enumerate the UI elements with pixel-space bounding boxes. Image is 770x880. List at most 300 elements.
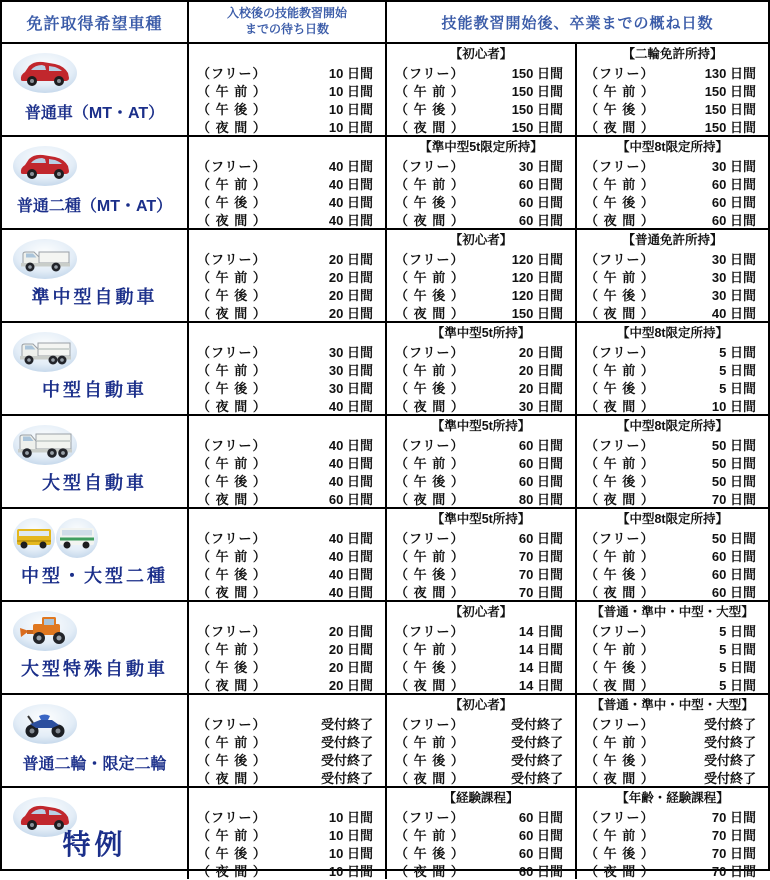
time-slot-label: （ 夜 間 ）	[585, 305, 655, 321]
schedule-line	[189, 63, 385, 81]
days-value: 受付終了	[320, 734, 373, 750]
category-header	[189, 325, 385, 342]
schedule-line	[577, 63, 768, 81]
days-value: 30 日間	[518, 398, 563, 414]
table-row	[2, 695, 768, 788]
time-slot-label: （フリー）	[197, 623, 267, 639]
time-slot-label: （ 午 前 ）	[395, 734, 465, 750]
schedule-line	[577, 249, 768, 267]
days-value: 60 日間	[711, 212, 756, 228]
schedule-line	[577, 768, 768, 786]
time-slot-label: （ 午 前 ）	[395, 641, 465, 657]
days-value: 60 日間	[518, 437, 563, 453]
time-slot-label: （フリー）	[197, 251, 267, 267]
schedule-line	[387, 825, 575, 843]
schedule-line	[577, 714, 768, 732]
category-header: 【中型8t限定所持】	[616, 512, 729, 526]
schedule-line	[387, 453, 575, 471]
time-slot-label: （ 午 後 ）	[197, 194, 267, 210]
days-value: 10 日間	[328, 809, 373, 825]
schedule-line	[577, 675, 768, 693]
days-value: 60 日間	[711, 566, 756, 582]
days-value: 10 日間	[328, 863, 373, 879]
category-header: 【中型8t限定所持】	[616, 419, 729, 433]
days-value: 20 日間	[518, 362, 563, 378]
category-header: 【普通・準中・中型・大型】	[591, 698, 754, 712]
days-value: 受付終了	[320, 770, 373, 786]
graduation-days-cell-b	[577, 602, 768, 693]
schedule-line	[189, 267, 385, 285]
time-slot-label: （ 夜 間 ）	[395, 119, 465, 135]
days-value: 受付終了	[320, 716, 373, 732]
time-slot-label: （フリー）	[197, 716, 267, 732]
schedule-line	[189, 156, 385, 174]
days-value: 50 日間	[711, 473, 756, 489]
schedule-line	[189, 396, 385, 414]
category-header	[189, 46, 385, 63]
schedule-line	[387, 750, 575, 768]
days-value: 30 日間	[328, 380, 373, 396]
table-row	[2, 509, 768, 602]
schedule-line	[387, 156, 575, 174]
days-value: 30 日間	[328, 344, 373, 360]
vehicle-label: 普通二輪・限定二輪	[22, 756, 167, 773]
time-slot-label: （ 午 前 ）	[585, 641, 655, 657]
vehicle-label: 普通二種（MT・AT）	[16, 198, 173, 215]
time-slot-label: （ 午 後 ）	[197, 752, 267, 768]
schedule-line	[387, 861, 575, 879]
graduation-days-cell-a	[387, 230, 577, 321]
schedule-line	[387, 117, 575, 135]
schedule-line	[577, 360, 768, 378]
time-slot-label: （ 午 前 ）	[197, 176, 267, 192]
time-slot-label: （ 夜 間 ）	[197, 119, 267, 135]
category-header	[189, 418, 385, 435]
time-slot-label: （ 午 前 ）	[197, 827, 267, 843]
time-slot-label: （ 午 後 ）	[395, 659, 465, 675]
time-slot-label: （フリー）	[197, 344, 267, 360]
schedule-line	[189, 117, 385, 135]
schedule-line	[189, 192, 385, 210]
schedule-line	[577, 861, 768, 879]
days-value: 60 日間	[518, 827, 563, 843]
time-slot-label: （ 夜 間 ）	[395, 212, 465, 228]
graduation-days-cell-b	[577, 695, 768, 786]
time-slot-label: （ 夜 間 ）	[197, 584, 267, 600]
category-header: 【初心者】	[449, 47, 513, 61]
time-slot-label: （ 午 後 ）	[395, 473, 465, 489]
days-value: 40 日間	[328, 584, 373, 600]
schedule-line	[577, 807, 768, 825]
days-value: 14 日間	[518, 659, 563, 675]
schedule-line	[387, 192, 575, 210]
days-value: 60 日間	[518, 176, 563, 192]
time-slot-label: （ 午 後 ）	[395, 566, 465, 582]
time-slot-label: （ 午 前 ）	[585, 734, 655, 750]
schedule-line	[577, 843, 768, 861]
graduation-days-cell-a	[387, 509, 577, 600]
time-slot-label: （ 午 後 ）	[585, 101, 655, 117]
time-slot-label: （フリー）	[395, 65, 465, 81]
time-slot-label: （ 夜 間 ）	[585, 119, 655, 135]
vehicle-label: 中型自動車	[42, 380, 147, 400]
time-slot-label: （フリー）	[395, 344, 465, 360]
buses-photo	[12, 516, 100, 565]
wait-days-cell	[189, 230, 387, 321]
days-value: 70 日間	[518, 548, 563, 564]
schedule-line	[577, 639, 768, 657]
time-slot-label: （ 午 後 ）	[395, 194, 465, 210]
vehicle-cell	[2, 416, 189, 507]
days-value: 5 日間	[719, 677, 756, 693]
schedule-line	[189, 249, 385, 267]
time-slot-label: （ 午 後 ）	[395, 380, 465, 396]
graduation-days-cell-b	[577, 44, 768, 135]
category-header	[189, 790, 385, 807]
schedule-line	[387, 471, 575, 489]
days-value: 60 日間	[328, 491, 373, 507]
days-value: 120 日間	[511, 287, 563, 303]
graduation-days-cell-a	[387, 44, 577, 135]
days-value: 40 日間	[328, 398, 373, 414]
time-slot-label: （ 午 前 ）	[197, 734, 267, 750]
vehicle-label: 特例	[62, 829, 127, 860]
days-value: 40 日間	[328, 473, 373, 489]
schedule-line	[387, 285, 575, 303]
time-slot-label: （ 夜 間 ）	[197, 677, 267, 693]
time-slot-label: （ 夜 間 ）	[585, 212, 655, 228]
vehicle-cell	[2, 137, 189, 228]
time-slot-label: （フリー）	[197, 809, 267, 825]
days-value: 70 日間	[518, 584, 563, 600]
schedule-line	[189, 639, 385, 657]
time-slot-label: （ 夜 間 ）	[197, 863, 267, 879]
schedule-line	[189, 453, 385, 471]
wait-days-cell	[189, 416, 387, 507]
schedule-line	[577, 732, 768, 750]
header-graduation-days: 技能教習開始後、卒業までの概ね日数	[441, 14, 714, 32]
days-value: 5 日間	[719, 659, 756, 675]
days-value: 20 日間	[328, 659, 373, 675]
time-slot-label: （フリー）	[585, 437, 655, 453]
days-value: 150 日間	[511, 65, 563, 81]
schedule-line	[189, 435, 385, 453]
medium-truck-photo	[12, 330, 78, 379]
time-slot-label: （ 午 前 ）	[585, 548, 655, 564]
days-value: 60 日間	[518, 212, 563, 228]
time-slot-label: （ 夜 間 ）	[585, 398, 655, 414]
wait-days-cell	[189, 323, 387, 414]
schedule-line	[189, 285, 385, 303]
graduation-days-cell-a	[387, 602, 577, 693]
wait-days-cell	[189, 137, 387, 228]
time-slot-label: （ 夜 間 ）	[395, 770, 465, 786]
days-value: 5 日間	[719, 641, 756, 657]
days-value: 14 日間	[518, 623, 563, 639]
schedule-line	[577, 825, 768, 843]
schedule-line	[577, 378, 768, 396]
vehicle-cell	[2, 695, 189, 786]
time-slot-label: （ 夜 間 ）	[197, 491, 267, 507]
category-header: 【二輪免許所持】	[622, 47, 723, 61]
category-header	[189, 232, 385, 249]
days-value: 20 日間	[328, 305, 373, 321]
days-value: 受付終了	[510, 734, 563, 750]
time-slot-label: （フリー）	[585, 158, 655, 174]
category-header	[189, 697, 385, 714]
schedule-line	[387, 639, 575, 657]
category-header: 【初心者】	[449, 233, 513, 247]
graduation-days-cell-b	[577, 323, 768, 414]
days-value: 150 日間	[511, 305, 563, 321]
schedule-line	[577, 435, 768, 453]
vehicle-cell	[2, 323, 189, 414]
graduation-days-cell-a	[387, 323, 577, 414]
days-value: 60 日間	[518, 809, 563, 825]
schedule-line	[577, 582, 768, 600]
header-vehicle-type: 免許取得希望車種	[2, 2, 189, 42]
vehicle-label: 大型特殊自動車	[21, 659, 168, 679]
time-slot-label: （ 午 後 ）	[585, 194, 655, 210]
schedule-line	[577, 81, 768, 99]
schedule-line	[577, 342, 768, 360]
days-value: 20 日間	[328, 251, 373, 267]
graduation-days-cell-b	[577, 416, 768, 507]
days-value: 150 日間	[704, 83, 756, 99]
schedule-line	[189, 825, 385, 843]
days-value: 40 日間	[328, 548, 373, 564]
days-value: 50 日間	[711, 455, 756, 471]
days-value: 60 日間	[518, 863, 563, 879]
days-value: 70 日間	[711, 809, 756, 825]
graduation-days-cell-a	[387, 137, 577, 228]
vehicle-cell	[2, 230, 189, 321]
schedule-line	[189, 732, 385, 750]
schedule-line	[189, 174, 385, 192]
schedule-line	[387, 621, 575, 639]
days-value: 20 日間	[328, 269, 373, 285]
time-slot-label: （ 夜 間 ）	[585, 770, 655, 786]
time-slot-label: （ 午 後 ）	[585, 659, 655, 675]
days-value: 20 日間	[328, 287, 373, 303]
time-slot-label: （フリー）	[197, 437, 267, 453]
time-slot-label: （ 午 前 ）	[197, 269, 267, 285]
category-header: 【準中型5t限定所持】	[419, 140, 543, 154]
days-value: 20 日間	[328, 677, 373, 693]
wait-days-cell	[189, 602, 387, 693]
schedule-line	[387, 732, 575, 750]
days-value: 20 日間	[328, 641, 373, 657]
category-header: 【中型8t限定所持】	[616, 326, 729, 340]
days-value: 受付終了	[320, 752, 373, 768]
time-slot-label: （ 夜 間 ）	[585, 677, 655, 693]
schedule-line	[189, 564, 385, 582]
days-value: 30 日間	[711, 287, 756, 303]
days-value: 40 日間	[328, 212, 373, 228]
schedule-line	[387, 396, 575, 414]
days-value: 40 日間	[328, 455, 373, 471]
time-slot-label: （ 午 前 ）	[585, 362, 655, 378]
days-value: 5 日間	[719, 344, 756, 360]
days-value: 5 日間	[719, 362, 756, 378]
vehicle-cell	[2, 509, 189, 600]
time-slot-label: （フリー）	[197, 530, 267, 546]
time-slot-label: （ 午 後 ）	[197, 659, 267, 675]
days-value: 20 日間	[518, 380, 563, 396]
schedule-line	[387, 435, 575, 453]
schedule-line	[387, 528, 575, 546]
schedule-line	[189, 360, 385, 378]
wait-days-cell	[189, 509, 387, 600]
days-value: 60 日間	[518, 845, 563, 861]
time-slot-label: （フリー）	[585, 716, 655, 732]
schedule-line	[189, 210, 385, 228]
schedule-line	[577, 285, 768, 303]
schedule-line	[577, 750, 768, 768]
time-slot-label: （フリー）	[585, 809, 655, 825]
days-value: 20 日間	[328, 623, 373, 639]
time-slot-label: （ 午 後 ）	[197, 845, 267, 861]
table-row	[2, 323, 768, 416]
days-value: 60 日間	[711, 194, 756, 210]
table-row	[2, 788, 768, 879]
vehicle-label: 準中型自動車	[31, 287, 158, 307]
schedule-line	[577, 99, 768, 117]
time-slot-label: （ 午 後 ）	[585, 752, 655, 768]
days-value: 80 日間	[518, 491, 563, 507]
small-truck-photo	[12, 237, 78, 286]
vehicle-cell	[2, 44, 189, 135]
days-value: 受付終了	[510, 752, 563, 768]
schedule-line	[189, 807, 385, 825]
days-value: 14 日間	[518, 677, 563, 693]
table-row	[2, 137, 768, 230]
schedule-line	[387, 714, 575, 732]
schedule-line	[577, 657, 768, 675]
days-value: 5 日間	[719, 380, 756, 396]
category-header: 【年齢・経験課程】	[616, 791, 729, 805]
schedule-line	[387, 582, 575, 600]
schedule-line	[577, 528, 768, 546]
time-slot-label: （ 午 後 ）	[585, 845, 655, 861]
time-slot-label: （フリー）	[395, 158, 465, 174]
days-value: 30 日間	[711, 251, 756, 267]
days-value: 70 日間	[518, 566, 563, 582]
wheel-loader-photo	[12, 609, 78, 658]
days-value: 60 日間	[518, 530, 563, 546]
time-slot-label: （ 午 前 ）	[585, 269, 655, 285]
schedule-line	[387, 360, 575, 378]
time-slot-label: （ 夜 間 ）	[197, 398, 267, 414]
schedule-line	[577, 174, 768, 192]
days-value: 40 日間	[328, 566, 373, 582]
days-value: 40 日間	[328, 194, 373, 210]
time-slot-label: （ 午 後 ）	[197, 287, 267, 303]
schedule-line	[577, 489, 768, 507]
time-slot-label: （フリー）	[197, 158, 267, 174]
days-value: 受付終了	[510, 770, 563, 786]
category-header: 【準中型5t所持】	[431, 512, 531, 526]
schedule-line	[387, 546, 575, 564]
category-header: 【普通・準中・中型・大型】	[591, 605, 754, 619]
schedule-line	[577, 303, 768, 321]
time-slot-label: （ 夜 間 ）	[395, 491, 465, 507]
time-slot-label: （フリー）	[585, 251, 655, 267]
days-value: 150 日間	[511, 119, 563, 135]
days-value: 30 日間	[711, 158, 756, 174]
schedule-line	[189, 99, 385, 117]
days-value: 40 日間	[328, 158, 373, 174]
time-slot-label: （ 夜 間 ）	[395, 305, 465, 321]
schedule-line	[387, 174, 575, 192]
schedule-line	[387, 210, 575, 228]
days-value: 10 日間	[328, 845, 373, 861]
schedule-line	[577, 396, 768, 414]
time-slot-label: （ 午 後 ）	[585, 566, 655, 582]
schedule-line	[189, 303, 385, 321]
time-slot-label: （ 午 前 ）	[395, 362, 465, 378]
days-value: 60 日間	[518, 194, 563, 210]
schedule-line	[387, 81, 575, 99]
schedule-line	[189, 546, 385, 564]
category-header	[189, 511, 385, 528]
days-value: 50 日間	[711, 437, 756, 453]
time-slot-label: （フリー）	[395, 530, 465, 546]
days-value: 60 日間	[711, 176, 756, 192]
time-slot-label: （ 午 前 ）	[197, 362, 267, 378]
time-slot-label: （フリー）	[585, 65, 655, 81]
days-value: 150 日間	[704, 119, 756, 135]
time-slot-label: （フリー）	[395, 251, 465, 267]
category-header	[189, 139, 385, 156]
time-slot-label: （ 午 前 ）	[197, 548, 267, 564]
days-value: 10 日間	[328, 65, 373, 81]
time-slot-label: （ 夜 間 ）	[197, 305, 267, 321]
days-value: 30 日間	[328, 362, 373, 378]
schedule-line	[577, 117, 768, 135]
schedule-line	[387, 564, 575, 582]
time-slot-label: （フリー）	[395, 716, 465, 732]
time-slot-label: （ 午 前 ）	[197, 83, 267, 99]
schedule-line	[387, 807, 575, 825]
time-slot-label: （ 午 後 ）	[395, 287, 465, 303]
table-row	[2, 416, 768, 509]
schedule-line	[189, 528, 385, 546]
header-wait-days	[189, 2, 387, 42]
time-slot-label: （ 午 前 ）	[197, 641, 267, 657]
schedule-line	[189, 657, 385, 675]
schedule-line	[387, 267, 575, 285]
vehicle-cell	[2, 788, 189, 879]
days-value: 40 日間	[328, 176, 373, 192]
days-value: 受付終了	[703, 734, 756, 750]
time-slot-label: （ 午 前 ）	[395, 548, 465, 564]
wait-days-cell	[189, 788, 387, 879]
days-value: 20 日間	[518, 344, 563, 360]
time-slot-label: （ 午 前 ）	[585, 176, 655, 192]
graduation-days-cell-a	[387, 788, 577, 879]
days-value: 10 日間	[328, 827, 373, 843]
days-value: 5 日間	[719, 623, 756, 639]
category-header: 【初心者】	[449, 698, 513, 712]
days-value: 受付終了	[703, 770, 756, 786]
license-table-body	[2, 44, 768, 879]
days-value: 受付終了	[703, 752, 756, 768]
table-row	[2, 230, 768, 323]
schedule-line	[189, 81, 385, 99]
category-header: 【初心者】	[449, 605, 513, 619]
time-slot-label: （ 午 前 ）	[395, 176, 465, 192]
